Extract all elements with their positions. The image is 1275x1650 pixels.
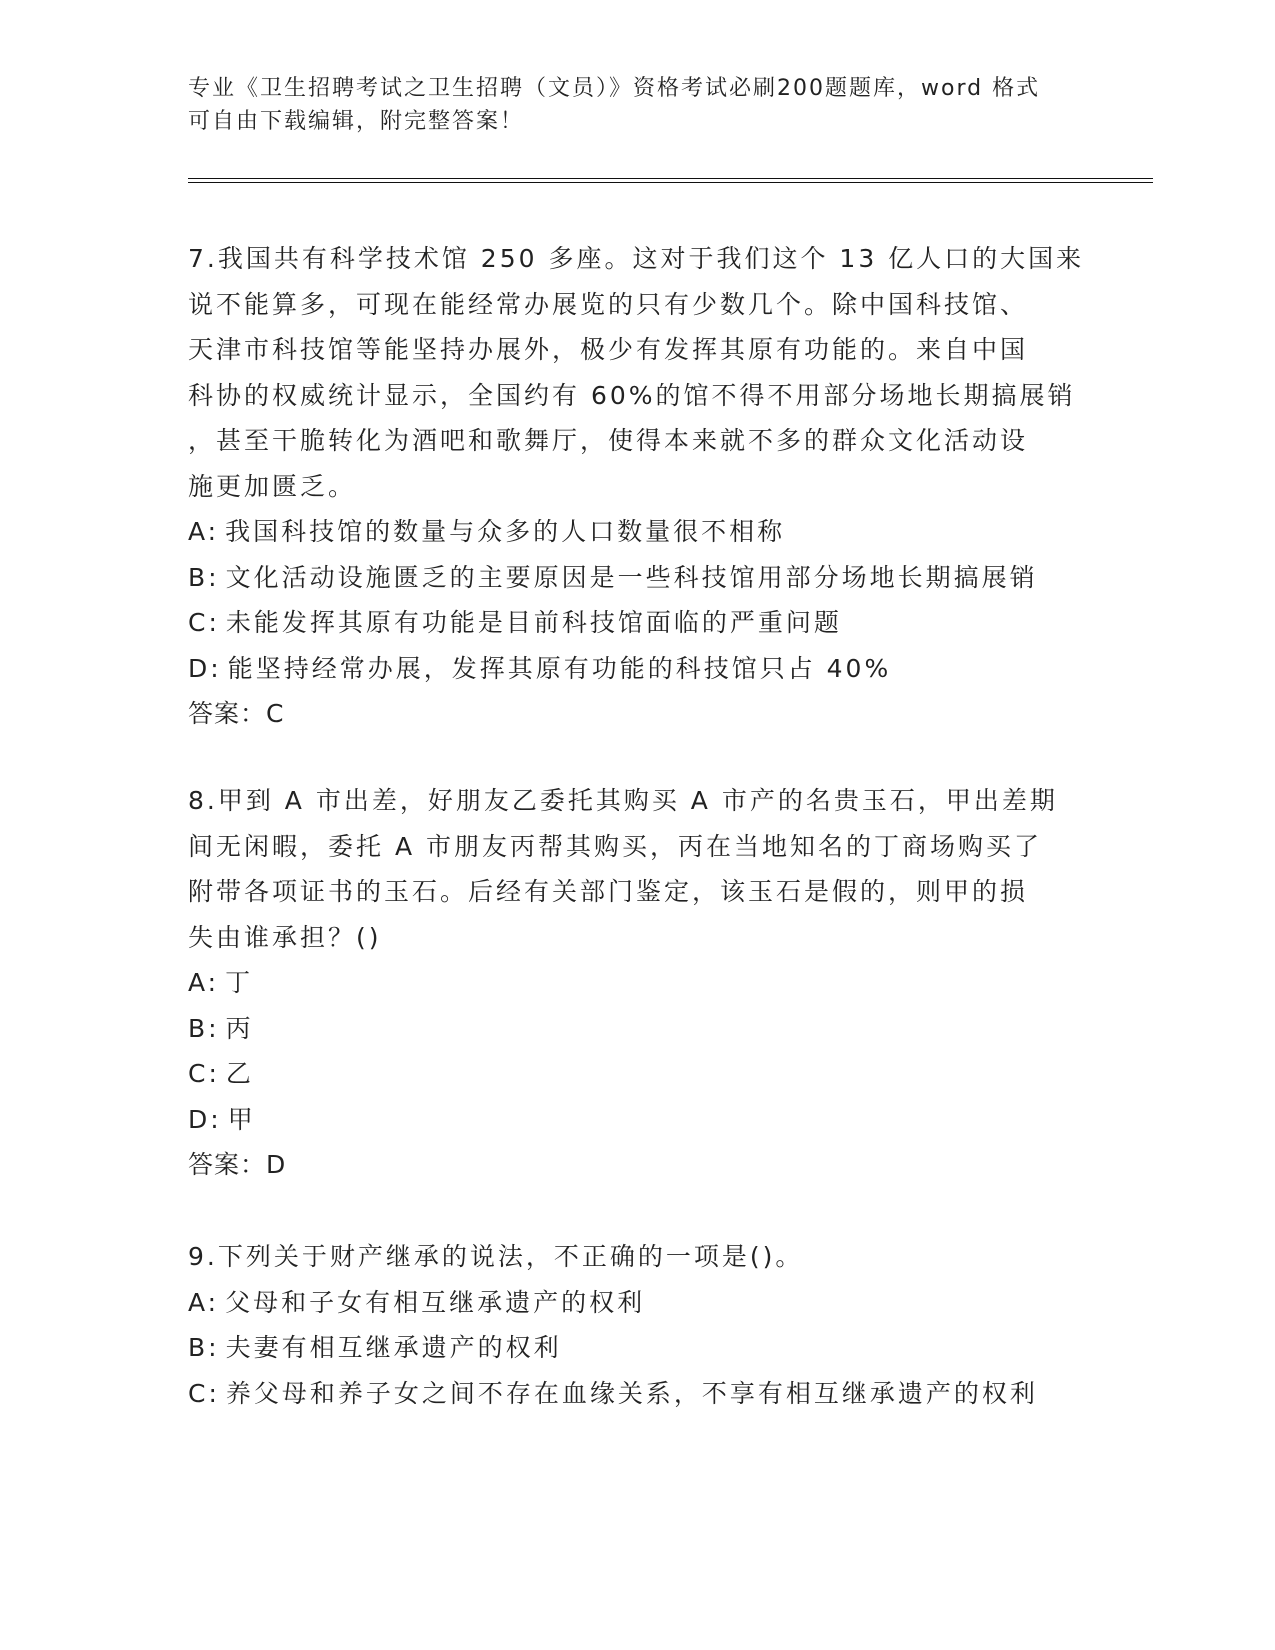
- option-text: 我国科技馆的数量与众多的人口数量很不相称: [225, 517, 786, 546]
- option-label: C:: [188, 1378, 220, 1408]
- stem-line: 科协的权威统计显示，全国约有 60%的馆不得不用部分场地长期搞展销: [188, 380, 1076, 410]
- option-text: 夫妻有相互继承遗产的权利: [225, 1333, 562, 1362]
- stem-line: 失由谁承担？(): [188, 922, 382, 952]
- option-label: C:: [188, 608, 220, 637]
- option-text: 养父母和养子女之间不存在血缘关系，不享有相互继承遗产的权利: [225, 1378, 1038, 1408]
- option-text: 乙: [225, 1059, 254, 1088]
- stem-line: ，甚至干脆转化为酒吧和歌舞厅，使得本来就不多的群众文化活动设: [188, 426, 1029, 455]
- option-text: 文化活动设施匮乏的主要原因是一些科技馆用部分场地长期搞展销: [225, 562, 1038, 592]
- stem-line: 9.下列关于财产继承的说法，不正确的一项是()。: [188, 1242, 804, 1271]
- stem-line: 说不能算多，可现在能经常办展览的只有少数几个。除中国科技馆、: [188, 289, 1029, 319]
- question-8: [188, 778, 1088, 1188]
- question-stem: [188, 236, 1088, 509]
- question-stem: [188, 1234, 1088, 1280]
- option-label: B:: [188, 1013, 220, 1043]
- option-label: A:: [188, 517, 220, 546]
- option-a: [188, 1280, 1088, 1326]
- stem-line: 附带各项证书的玉石。后经有关部门鉴定，该玉石是假的，则甲的损: [188, 877, 1029, 906]
- header-line-1: 专业《卫生招聘考试之卫生招聘（文员）》资格考试必刷200题题库，word 格式: [188, 76, 1041, 101]
- stem-line: 7.我国共有科学技术馆 250 多座。这对于我们这个 13 亿人口的大国来: [188, 244, 1085, 273]
- option-text: 父母和子女有相互继承遗产的权利: [225, 1287, 646, 1317]
- question-stem: [188, 778, 1088, 960]
- answer: 答案：D: [188, 1150, 287, 1179]
- option-text: 甲: [227, 1104, 256, 1134]
- option-label: D:: [188, 1104, 222, 1134]
- stem-line: 8.甲到 A 市出差，好朋友乙委托其购买 A 市产的名贵玉石，甲出差期: [188, 786, 1058, 815]
- option-b: [188, 555, 1088, 601]
- option-b: [188, 1006, 1088, 1052]
- option-label: A:: [188, 968, 220, 997]
- option-b: [188, 1325, 1088, 1371]
- question-9: [188, 1234, 1088, 1416]
- option-label: B:: [188, 562, 220, 592]
- option-text: 丁: [225, 968, 254, 997]
- header-divider-top: [188, 178, 1153, 179]
- option-a: [188, 960, 1088, 1006]
- option-text: 丙: [225, 1013, 254, 1043]
- option-c: [188, 1371, 1088, 1417]
- stem-line: 天津市科技馆等能坚持办展外，极少有发挥其原有功能的。来自中国: [188, 335, 1029, 364]
- option-label: B:: [188, 1333, 220, 1362]
- document-header: [188, 72, 1088, 138]
- header-line-2: 可自由下载编辑，附完整答案！: [188, 109, 525, 134]
- option-text: 能坚持经常办展，发挥其原有功能的科技馆只占 40%: [227, 653, 892, 683]
- option-c: [188, 1051, 1088, 1097]
- option-d: [188, 1097, 1088, 1143]
- option-label: A:: [188, 1287, 220, 1317]
- option-text: 未能发挥其原有功能是目前科技馆面临的严重问题: [225, 608, 842, 637]
- header-divider-bottom: [188, 182, 1153, 183]
- option-label: C:: [188, 1059, 220, 1088]
- option-a: [188, 509, 1088, 555]
- question-7: [188, 236, 1088, 737]
- option-c: [188, 600, 1088, 646]
- stem-line: 间无闲暇，委托 A 市朋友丙帮其购买，丙在当地知名的丁商场购买了: [188, 831, 1042, 861]
- option-d: [188, 646, 1088, 692]
- answer: 答案：C: [188, 699, 285, 728]
- stem-line: 施更加匮乏。: [188, 471, 357, 501]
- option-label: D:: [188, 653, 222, 683]
